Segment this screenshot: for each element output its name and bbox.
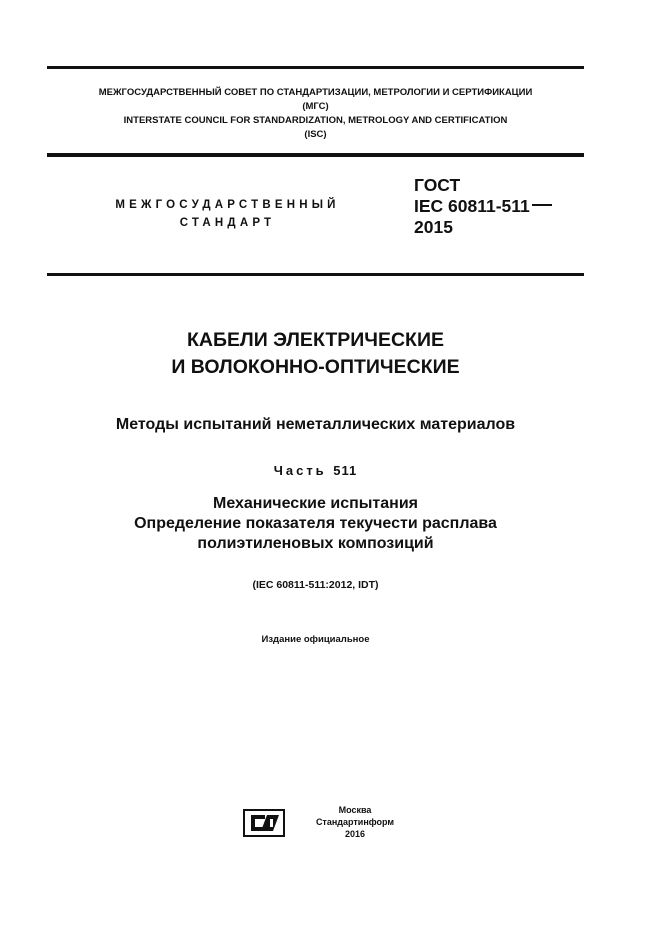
publisher-city: Москва <box>338 805 372 815</box>
gost-designation <box>414 175 552 238</box>
standartinform-logo-icon <box>243 809 285 837</box>
part-number: 511 <box>333 463 358 478</box>
council-ru-line2: (МГС) <box>302 101 329 112</box>
standard-type <box>100 196 355 232</box>
publisher-year: 2016 <box>344 829 366 839</box>
part-label: Часть <box>273 463 327 478</box>
gost-label: ГОСТ <box>414 175 461 195</box>
part-title-line2: Определение показателя текучести расплава <box>134 515 497 532</box>
council-en-line2: (ISC) <box>304 129 327 140</box>
council-en-line1: INTERSTATE COUNCIL FOR STANDARDIZATION, METROLOGY AND CERTIFICATION <box>123 115 508 126</box>
header-rule <box>47 273 584 276</box>
standard-type-line1: МЕЖГОСУДАРСТВЕННЫЙ <box>115 199 340 211</box>
part-title-line1: Механические испытания <box>212 495 418 512</box>
gost-dash <box>532 204 552 206</box>
document-title <box>47 327 584 381</box>
council-rule <box>47 153 584 157</box>
gost-year: 2015 <box>414 217 453 237</box>
standard-type-line2: СТАНДАРТ <box>179 217 276 229</box>
title-line2: И ВОЛОКОННО-ОПТИЧЕСКИЕ <box>171 356 460 378</box>
gost-number: IEC 60811-511 <box>414 196 530 216</box>
publisher-block <box>305 804 405 840</box>
logo-graphic <box>245 811 283 835</box>
iec-reference: (IEC 60811-511:2012, IDT) <box>252 579 379 591</box>
publisher-name: Стандартинформ <box>315 817 395 827</box>
top-rule <box>47 66 584 69</box>
part-title-line3: полиэтиленовых композиций <box>197 535 434 552</box>
document-subtitle: Методы испытаний неметаллических материалов <box>115 416 516 433</box>
council-block <box>47 86 584 142</box>
title-line1: КАБЕЛИ ЭЛЕКТРИЧЕСКИЕ <box>187 329 444 351</box>
gost-number-line <box>414 196 552 217</box>
part-heading <box>47 463 584 478</box>
part-title <box>47 494 584 554</box>
council-ru-line1: МЕЖГОСУДАРСТВЕННЫЙ СОВЕТ ПО СТАНДАРТИЗАЦИИ, МЕТРОЛОГИИ И СЕРТИФИКАЦИИ <box>98 87 533 98</box>
edition-label: Издание официальное <box>261 634 370 645</box>
